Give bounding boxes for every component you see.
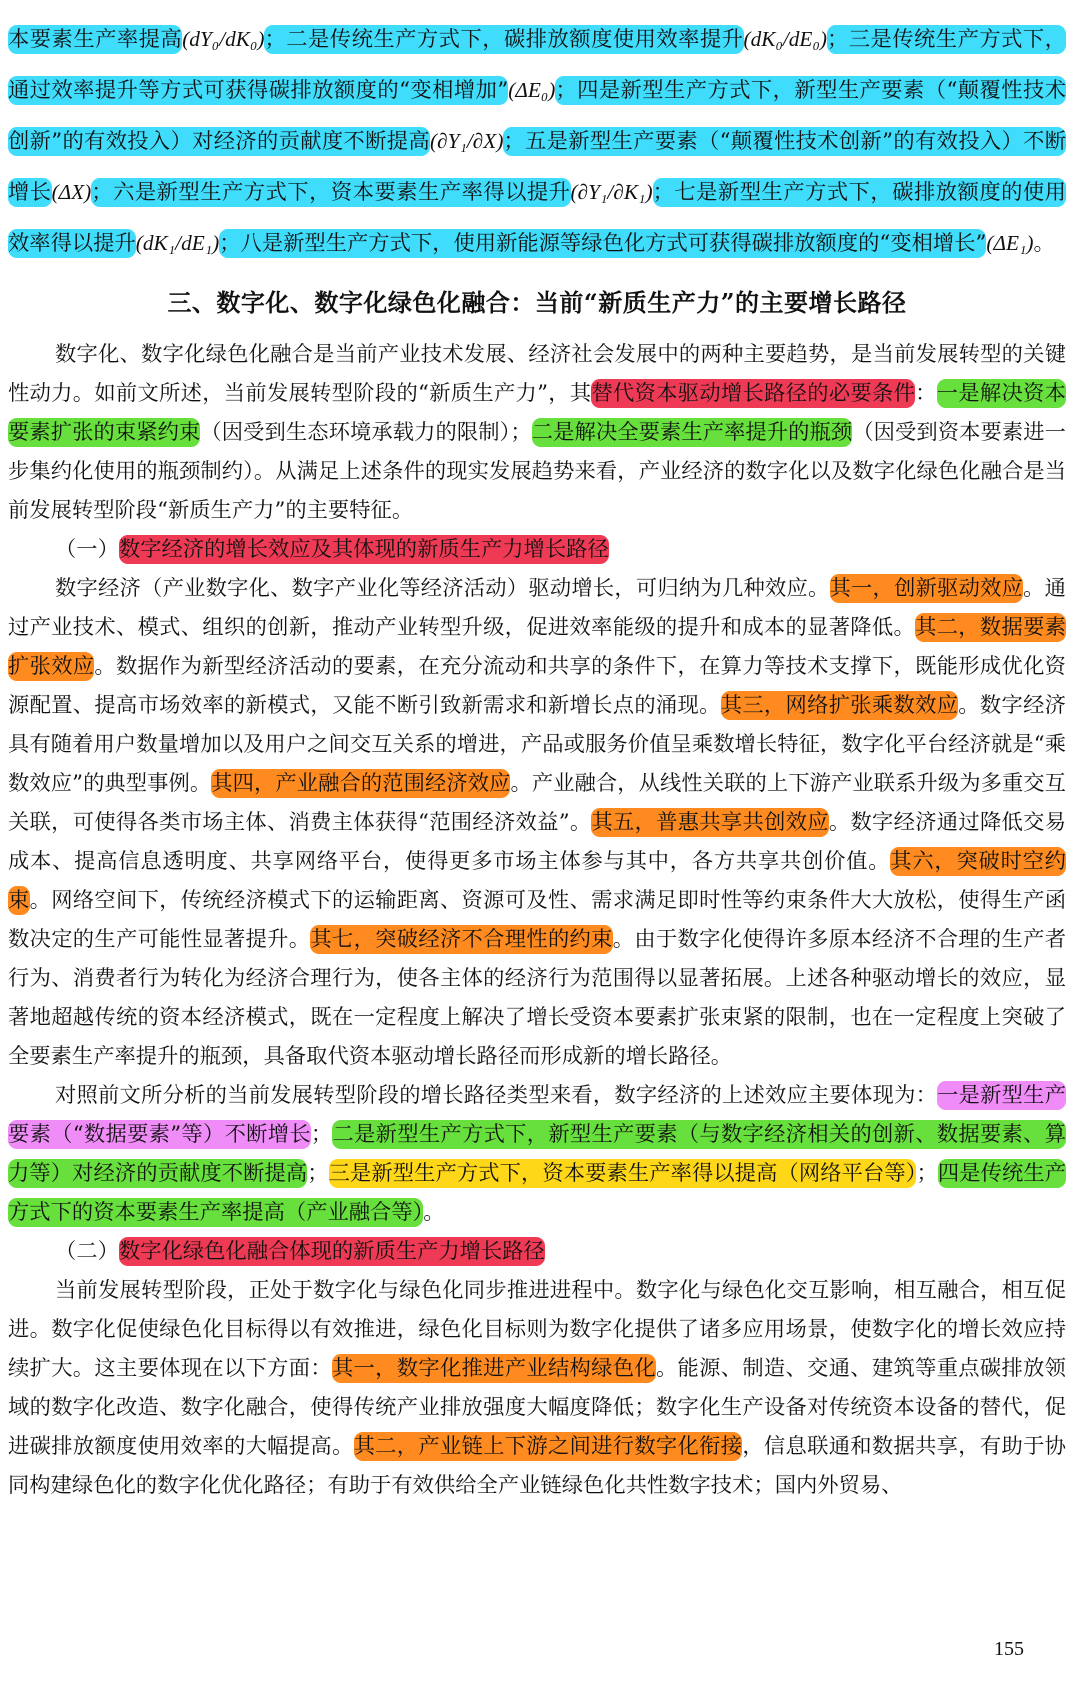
highlight-orange: 其六，突破时空约束 [8, 849, 1066, 913]
text-run: （因受到生态环境承载力的限制）； [200, 420, 532, 445]
text-run: 数字化、数字化绿色化融合是当前产业技术发展、经济社会发展中的两种主要趋势，是当前发展转型的关键性动力。如前文所述，当前发展转型阶段的“新质生产力”，其 [8, 342, 1066, 406]
paragraph-2 [8, 569, 1066, 1076]
text-run: ； [307, 1161, 329, 1186]
highlight-yellow: 三是新型生产方式下，资本要素生产率得以提高（网络平台等） [328, 1161, 917, 1186]
highlight-orange: 其二，产业链上下游之间进行数字化衔接 [353, 1434, 743, 1459]
text-run: 。 [423, 1200, 445, 1225]
section-title: 三、数字化、数字化绿色化融合：当前“新质生产力”的主要增长路径 [167, 288, 907, 317]
paragraph-3 [8, 1076, 1066, 1232]
highlight-cyan: ；六是新型生产方式下，资本要素生产率得以提升 [91, 180, 571, 205]
text-run: 对照前文所分析的当前发展转型阶段的增长路径类型来看，数字经济的上述效应主要体现为： [55, 1083, 938, 1108]
text-run: 。数据作为新型经济活动的要素，在充分流动和共享的条件下，在算力等技术支撑下，既能形成优化资源配置、提高市场效率的新模式，又能不断引致新需求和新增长点的涌现。 [8, 654, 1066, 718]
text-run: 。通过产业技术、模式、组织的创新，推动产业转型升级，促进效率能级的提升和成本的显著降低。 [8, 576, 1066, 640]
text-run: 。 [1033, 231, 1055, 256]
highlight-green: 一是解决资本要素扩张的束紧约束 [8, 381, 1066, 445]
text-run: （一） [55, 537, 119, 562]
text-run: ： [915, 381, 937, 406]
math-expression: (dK₁/dE₁) [135, 231, 220, 255]
text-run: 。能源、制造、交通、建筑等重点碳排放领域的数字化改造、数字化融合，使得传统产业排放强度大幅度降低；数字化生产设备对传统资本设备的替代，促进碳排放额度使用效率的大幅提高。 [8, 1356, 1066, 1459]
text-run: ； [310, 1122, 333, 1147]
math-expression: (∂Y₁/∂X) [430, 129, 504, 153]
math-expression: (ΔE₀) [508, 78, 556, 102]
highlight-orange: 其一，创新驱动效应 [829, 576, 1024, 601]
highlight-orange: 其二，数据要素扩张效应 [8, 615, 1066, 679]
highlight-orange: 其四，产业融合的范围经济效应 [211, 771, 511, 796]
subsection-heading-2 [8, 1232, 1066, 1271]
intro-paragraph [8, 14, 1066, 269]
math-expression: (dY₀/dK₀) [182, 27, 265, 51]
text-run: ，信息联通和数据共享，有助于协同构建绿色化的数字化优化路径；有助于有效供给全产业链绿色化共性数字技术；国内外贸易、 [8, 1434, 1066, 1498]
highlight-red: 替代资本驱动增长路径的必要条件 [591, 381, 916, 406]
text-run: 当前发展转型阶段，正处于数字化与绿色化同步推进进程中。数字化与绿色化交互影响，相互融合，相互促进。数字化促使绿色化目标得以有效推进，绿色化目标则为数字化提供了诸多应用场景，使数字化的增长效应持续扩大。这主要体现在以下方面： [8, 1278, 1066, 1381]
highlight-orange: 其一，数字化推进产业结构绿色化 [331, 1356, 656, 1381]
highlight-orange: 其七，突破经济不合理性的约束 [310, 927, 613, 952]
page-number: 155 [994, 1638, 1024, 1660]
paragraph-4 [8, 1271, 1066, 1505]
highlight-cyan: ；八是新型生产方式下，使用新能源等绿色化方式可获得碳排放额度的“变相增长” [219, 231, 987, 256]
math-expression: (ΔX) [51, 180, 92, 204]
highlight-cyan: ；三是传统生产方式下，通过效率提升等方式可获得碳排放额度的“变相增加” [8, 27, 1066, 103]
highlight-green: 二是新型生产方式下，新型生产要素（与数字经济相关的创新、数据要素、算力等）对经济的贡献度不断提高 [8, 1122, 1066, 1186]
highlight-cyan: 本要素生产率提高 [8, 27, 183, 52]
highlight-cyan: ；五是新型生产要素（“颠覆性技术创新”的有效投入）不断增长 [8, 129, 1067, 205]
subsection-heading-1 [8, 530, 1066, 569]
highlight-cyan: ；二是传统生产方式下，碳排放额度使用效率提升 [264, 27, 744, 52]
paragraph-1 [8, 335, 1066, 530]
text-run: 。产业融合，从线性关联的上下游产业联系升级为多重交互关联，可使得各类市场主体、消费主体获得“范围经济效益”。 [8, 771, 1066, 835]
highlight-red: 数字化绿色化融合体现的新质生产力增长路径 [118, 1239, 545, 1264]
text-run: 。由于数字化使得许多原本经济不合理的生产者行为、消费者行为转化为经济合理行为，使各主体的经济行为范围得以显著拓展。上述各种驱动增长的效应，显著地超越传统的资本经济模式，既在一定程度上解决了增长受资本要素扩张束紧的限制，也在一定程度上突破了全要素生产率提升的瓶颈，具备取代资本驱动增长路径而形成新的增长路径。 [8, 927, 1066, 1069]
highlight-red: 数字经济的增长效应及其体现的新质生产力增长路径 [118, 537, 609, 562]
highlight-orange: 其五，普惠共享共创效应 [591, 810, 829, 835]
highlight-cyan: ；七是新型生产方式下，碳排放额度的使用效率得以提升 [8, 180, 1066, 256]
math-expression: (dK₀/dE₀) [743, 27, 827, 51]
text-run: 。数字经济具有随着用户数量增加以及用户之间交互关系的增进，产品或服务价值呈乘数增长特征，数字化平台经济就是“乘数效应”的典型事例。 [8, 693, 1066, 796]
text-run: 数字经济（产业数字化、数字产业化等经济活动）驱动增长，可归纳为几种效应。 [55, 576, 830, 601]
math-expression: (ΔE₁) [986, 231, 1034, 255]
text-run: 。数字经济通过降低交易成本、提高信息透明度、共享网络平台，使得更多市场主体参与其中，各方共享共创价值。 [8, 810, 1066, 874]
text-run: （因受到资本要素进一步集约化使用的瓶颈制约）。从满足上述条件的现实发展趋势来看，产业经济的数字化以及数字化绿色化融合是当前发展转型阶段“新质生产力”的主要特征。 [8, 420, 1066, 523]
text-run: （二） [55, 1239, 119, 1264]
highlight-pink: 一是新型生产要素（“数据要素”等）不断增长 [8, 1083, 1066, 1147]
highlight-green: 四是传统生产方式下的资本要素生产率提高（产业融合等） [8, 1161, 1066, 1225]
math-expression: (∂Y₁/∂K₁) [570, 180, 653, 204]
text-run: 。网络空间下，传统经济模式下的运输距离、资源可及性、需求满足即时性等约束条件大大放松，使得生产函数决定的生产可能性显著提升。 [8, 888, 1066, 952]
highlight-cyan: ；四是新型生产方式下，新型生产要素（“颠覆性技术创新”的有效投入）对经济的贡献度不断提高 [8, 78, 1067, 154]
highlight-orange: 其三，网络扩张乘数效应 [720, 693, 959, 718]
text-run: ； [916, 1161, 938, 1186]
highlight-green: 二是解决全要素生产率提升的瓶颈 [531, 420, 853, 445]
